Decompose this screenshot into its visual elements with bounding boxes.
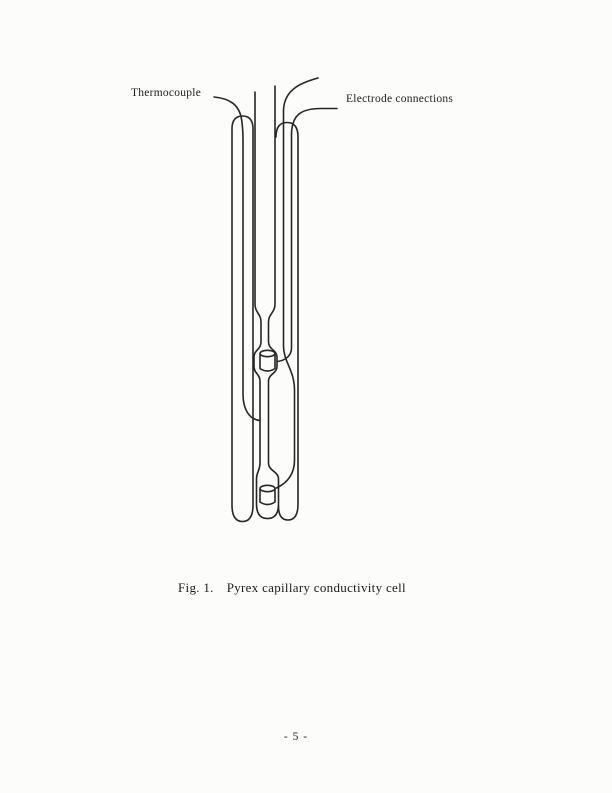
figure-title: Pyrex capillary conductivity cell: [226, 580, 406, 595]
figure-caption: [178, 580, 406, 596]
capillary-tube-right-wall: [268, 86, 279, 519]
electrode-connections-label: Electrode connections: [346, 93, 454, 105]
figure-number: Fig. 1.: [178, 580, 214, 595]
lower-electrode-cylinder: [260, 485, 275, 504]
upper-electrode-cylinder: [260, 350, 275, 371]
page-number: - 5 -: [283, 731, 309, 743]
thermocouple-label: Thermocouple: [131, 87, 202, 99]
capillary-tube-left-wall: [254, 92, 268, 519]
electrode-wire-lower-connection: [278, 109, 338, 362]
